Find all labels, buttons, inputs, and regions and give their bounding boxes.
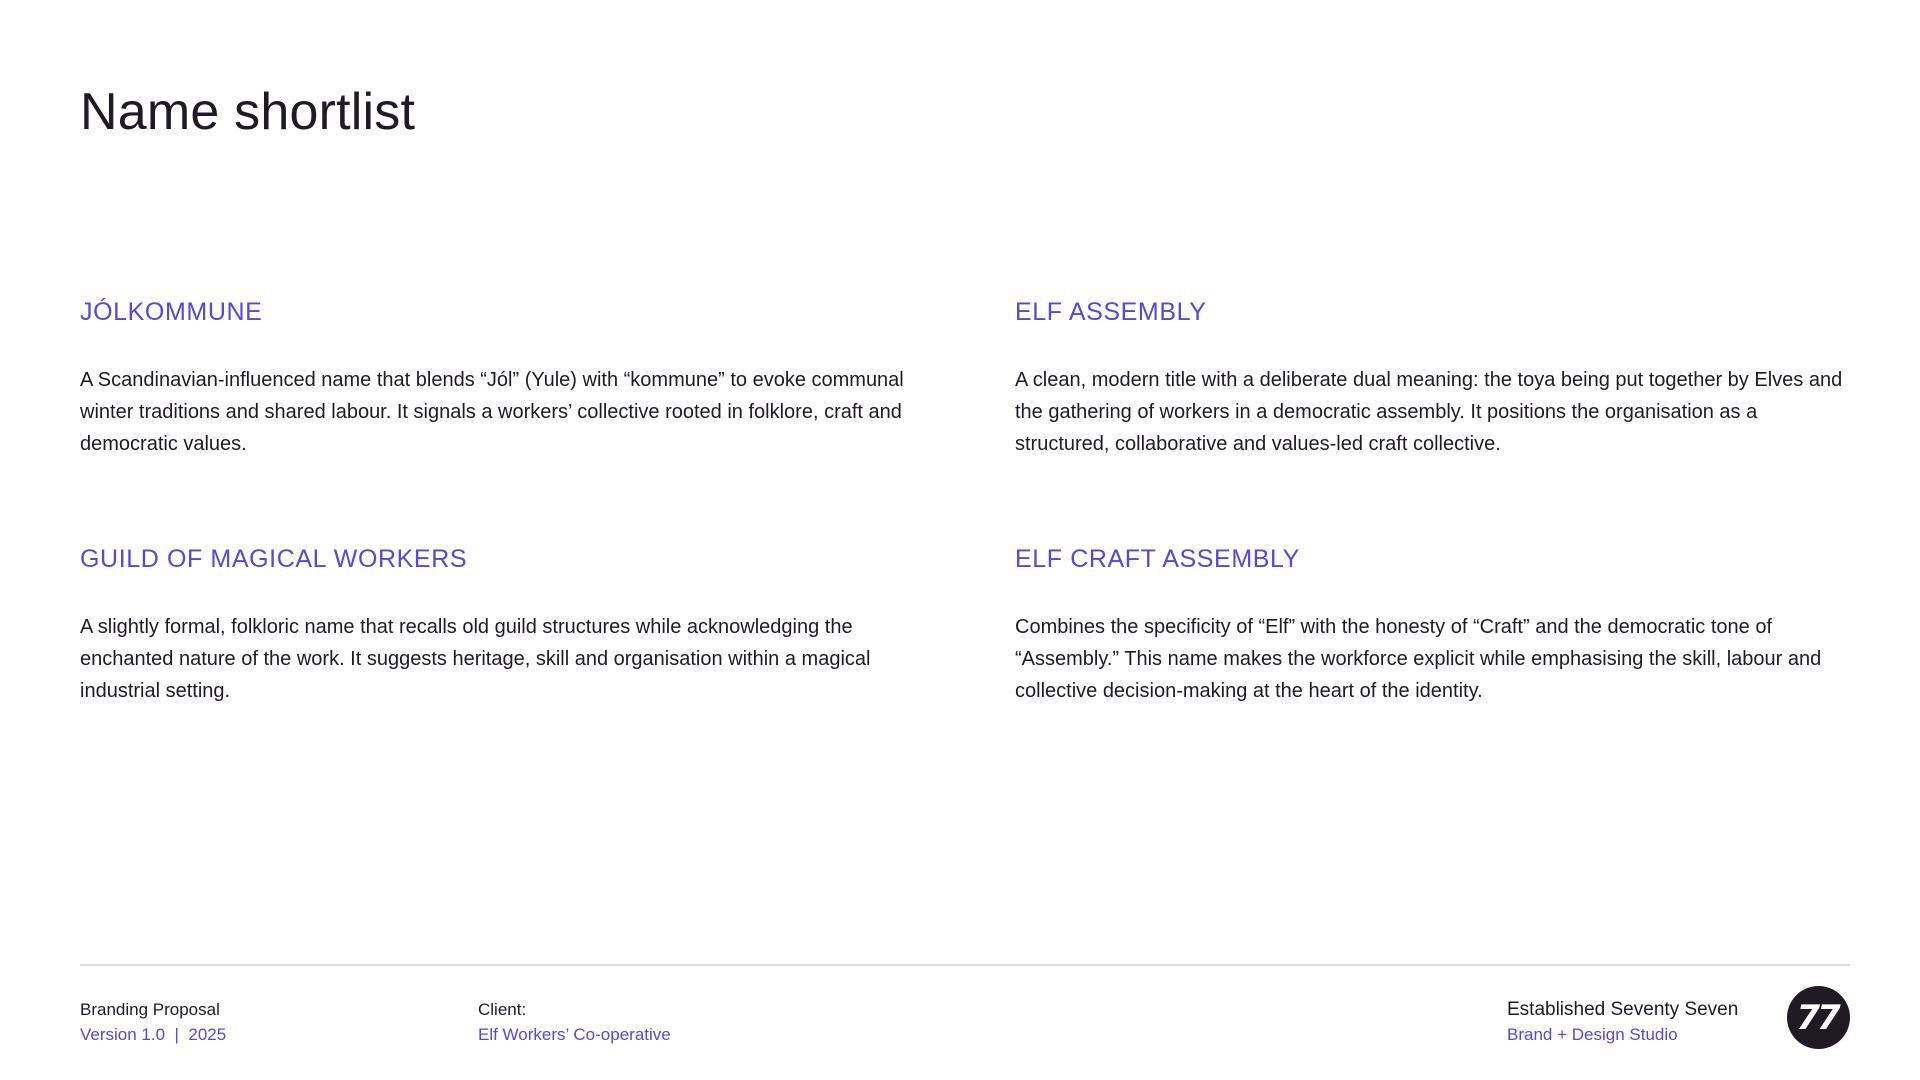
footer-studio-tagline: Brand + Design Studio — [1507, 1025, 1678, 1044]
footer-divider — [80, 964, 1850, 966]
footer-studio-name: Established Seventy Seven — [1507, 999, 1739, 1020]
footer-client-name: Elf Workers’ Co-operative — [478, 1025, 671, 1044]
footer-version: Version 1.0 | 2025 — [80, 1025, 227, 1044]
footer-client-info — [478, 997, 671, 1047]
name-option-description: Combines the specificity of “Elf” with the honesty of “Craft” and the democratic tone of “Assembly.” This name makes the workforce explicit while emphasising the skill, labour and collective decision-making at the heart of the identity. — [1015, 616, 1822, 702]
studio-logo-icon — [1787, 986, 1850, 1049]
name-option-elf-craft-assembly — [1015, 543, 1855, 707]
name-option-description: A clean, modern title with a deliberate dual meaning: the toya being put together by Elves and the gathering of workers in a democratic assembly. It positions the organisation as a structured, collaborative and values-led craft collective. — [1015, 369, 1843, 455]
footer-client-label: Client: — [478, 1000, 527, 1019]
studio-logo-text: 77 — [1796, 997, 1838, 1038]
name-option-description: A slightly formal, folkloric name that recalls old guild structures while acknowledging the enchanted nature of the work. It suggests heritage, skill and organisation within a magical industrial setting. — [80, 616, 871, 702]
name-option-title: JÓLKOMMUNE — [80, 298, 263, 326]
name-option-description: A Scandinavian-influenced name that blends “Jól” (Yule) with “kommune” to evoke communal winter traditions and shared labour. It signals a workers’ collective rooted in folklore, craft and democratic values. — [80, 369, 904, 455]
name-option-title: GUILD OF MAGICAL WORKERS — [80, 545, 468, 573]
name-option-elf-assembly — [1015, 296, 1855, 460]
name-option-jolkommune — [80, 296, 940, 460]
footer-studio-info — [1507, 997, 1738, 1047]
name-option-title: ELF CRAFT ASSEMBLY — [1015, 545, 1300, 573]
name-option-title: ELF ASSEMBLY — [1015, 298, 1207, 326]
footer-doc-type: Branding Proposal — [80, 1000, 220, 1019]
name-option-guild-of-magical-workers — [80, 543, 940, 707]
footer-proposal-info — [80, 997, 226, 1047]
page-title: Name shortlist — [80, 83, 416, 141]
